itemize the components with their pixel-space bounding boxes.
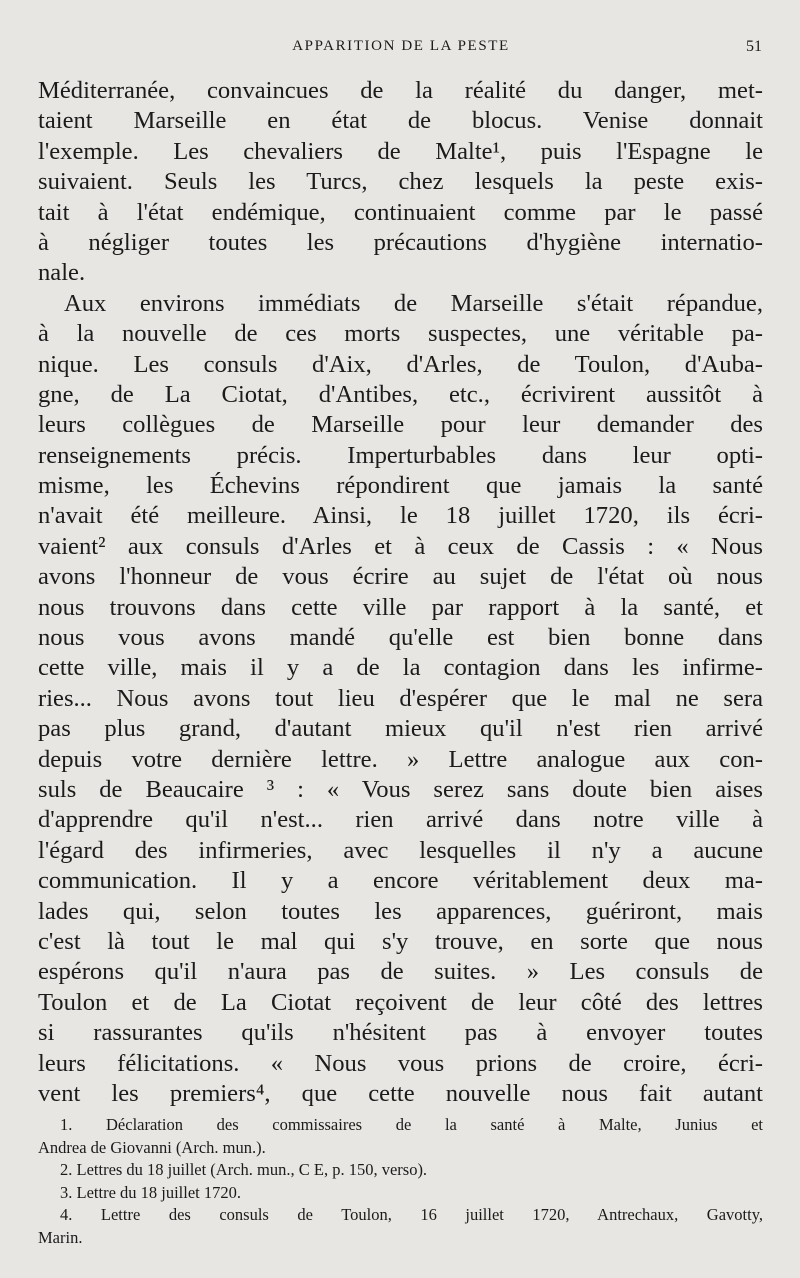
chapter-title: APPARITION DE LA PESTE	[292, 38, 510, 54]
text-line: à la nouvelle de ces morts suspectes, une véritable pa-	[38, 320, 763, 348]
footnotes	[38, 1114, 763, 1250]
text-line: l'exemple. Les chevaliers de Malte¹, puis l'Espagne le	[38, 137, 763, 165]
page-number: 51	[746, 38, 762, 55]
text-line: pas plus grand, d'autant mieux qu'il n'est rien arrivé	[38, 715, 763, 743]
text-line: tait à l'état endémique, continuaient comme par le passé	[38, 198, 763, 226]
text-line: l'égard des infirmeries, avec lesquelles il n'y a aucune	[38, 836, 763, 864]
footnote-3: 3. Lettre du 18 juillet 1720.	[60, 1182, 242, 1202]
text-line: si rassurantes qu'ils n'hésitent pas à envoyer toutes	[38, 1019, 763, 1047]
text-line: avons l'honneur de vous écrire au sujet de l'état où nous	[38, 563, 763, 591]
text-line: Aux environs immédiats de Marseille s'était répandue,	[64, 289, 763, 317]
text-line: n'avait été meilleure. Ainsi, le 18 juillet 1720, ils écri-	[38, 502, 763, 530]
text-line: renseignements précis. Imperturbables dans leur opti-	[38, 441, 763, 469]
text-line: nale.	[38, 259, 86, 287]
text-line: suls de Beaucaire ³ : « Vous serez sans doute bien aises	[38, 775, 763, 803]
text-line: cette ville, mais il y a de la contagion dans les infirme-	[38, 654, 763, 682]
footnote-1-continued: Andrea de Giovanni (Arch. mun.).	[38, 1137, 266, 1157]
text-line: vaient² aux consuls d'Arles et à ceux de Cassis : « Nous	[38, 532, 763, 560]
text-line: communication. Il y a encore véritablement deux ma-	[38, 867, 763, 895]
text-line: gne, de La Ciotat, d'Antibes, etc., écrivirent aussitôt à	[38, 380, 763, 408]
text-line: d'apprendre qu'il n'est... rien arrivé dans notre ville à	[38, 806, 763, 834]
footnote-2: 2. Lettres du 18 juillet (Arch. mun., C E, p. 150, verso).	[60, 1160, 428, 1180]
text-line: depuis votre dernière lettre. » Lettre analogue aux con-	[38, 745, 763, 773]
text-line: suivaient. Seuls les Turcs, chez lesquels la peste exis-	[38, 168, 763, 196]
footnote-4-continued: Marin.	[38, 1227, 83, 1247]
text-line: Toulon et de La Ciotat reçoivent de leur côté des lettres	[38, 988, 763, 1016]
running-head	[40, 38, 762, 58]
text-line: nous vous avons mandé qu'elle est bien bonne dans	[38, 624, 763, 652]
text-line: misme, les Échevins répondirent que jamais la santé	[38, 472, 763, 500]
text-line: ries... Nous avons tout lieu d'espérer que le mal ne sera	[38, 684, 763, 712]
footnote-1: 1. Déclaration des commissaires de la santé à Malte, Junius et	[60, 1115, 763, 1134]
text-line: nique. Les consuls d'Aix, d'Arles, de Toulon, d'Auba-	[38, 350, 763, 378]
text-line: c'est là tout le mal qui s'y trouve, en sorte que nous	[38, 927, 763, 955]
text-line: à négliger toutes les précautions d'hygiène internatio-	[38, 228, 763, 256]
footnote-4: 4. Lettre des consuls de Toulon, 16 juillet 1720, Antrechaux, Gavotty,	[60, 1205, 763, 1225]
text-line: taient Marseille en état de blocus. Venise donnait	[38, 107, 763, 135]
body-text	[38, 76, 763, 1109]
text-line: leurs collègues de Marseille pour leur demander des	[38, 411, 763, 439]
text-line: lades qui, selon toutes les apparences, guériront, mais	[38, 897, 763, 925]
text-line: espérons qu'il n'aura pas de suites. » Les consuls de	[38, 958, 763, 986]
text-line: vent les premiers⁴, que cette nouvelle nous fait autant	[38, 1079, 763, 1107]
text-line: leurs félicitations. « Nous vous prions de croire, écri-	[38, 1049, 763, 1077]
text-line: nous trouvons dans cette ville par rapport à la santé, et	[38, 593, 763, 621]
text-line: Méditerranée, convaincues de la réalité du danger, met-	[38, 77, 763, 104]
